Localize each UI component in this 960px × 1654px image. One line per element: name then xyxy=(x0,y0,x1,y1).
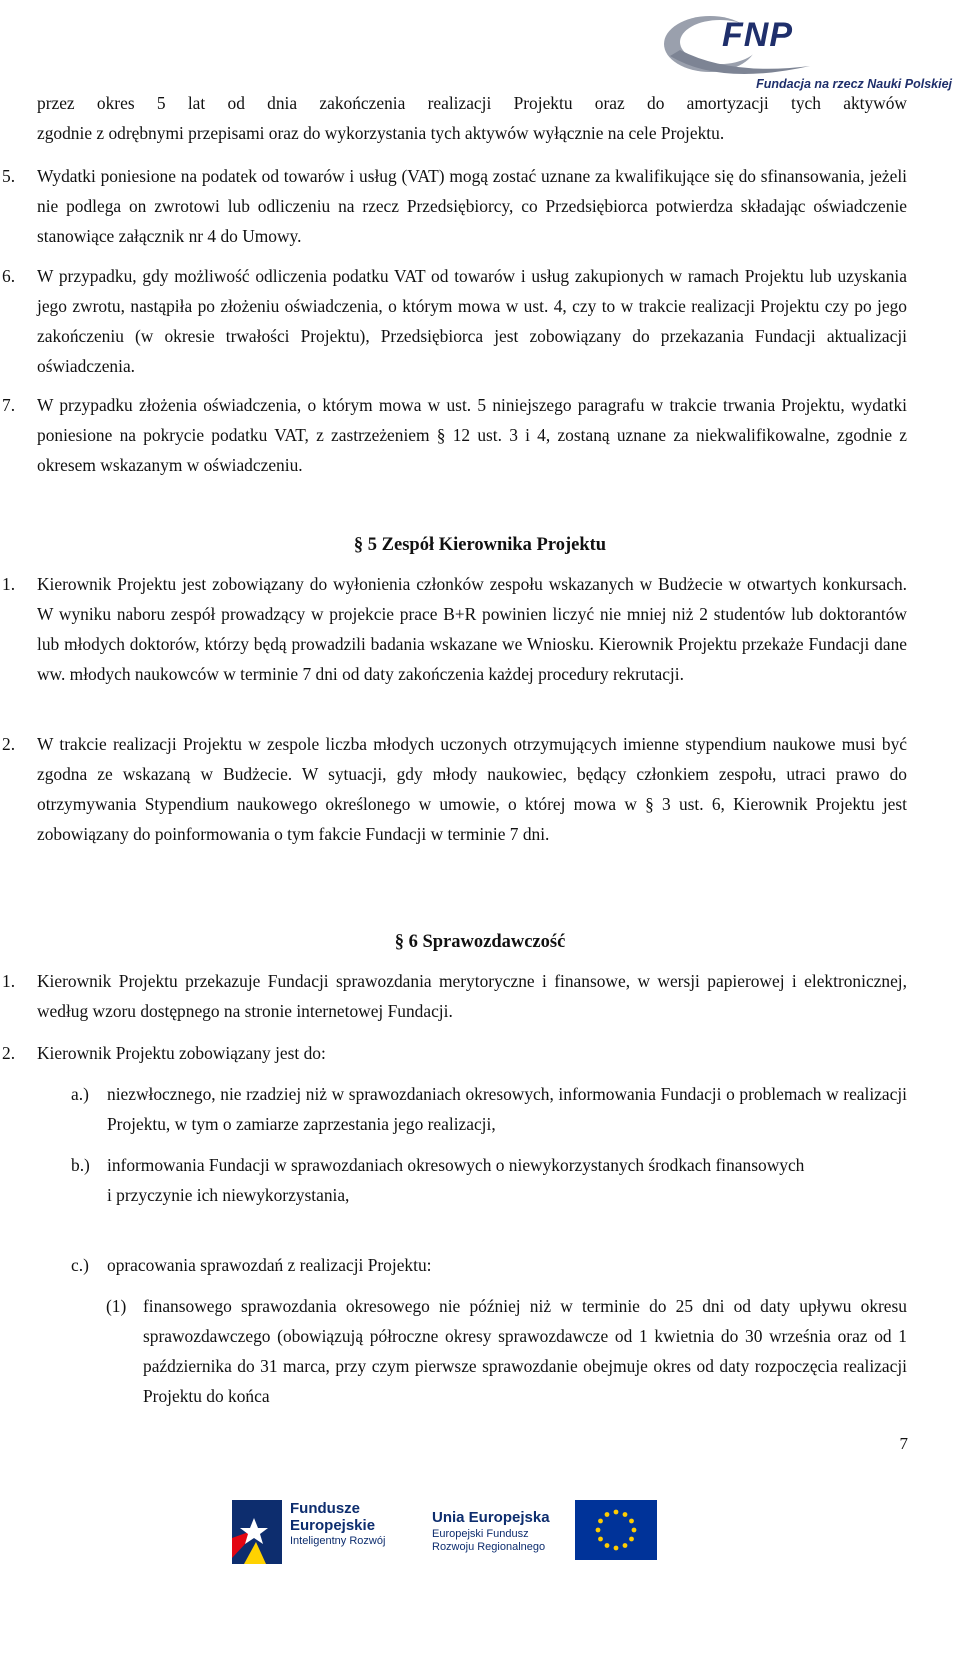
page-number: 7 xyxy=(899,1434,908,1453)
paragraph-number: 2. xyxy=(2,734,16,754)
paragraph-number: 1. xyxy=(2,971,16,991)
fe-text xyxy=(290,1500,385,1548)
paragraph-6 xyxy=(2,261,907,381)
intro-line-2: zgodnie z odrębnymi przepisami oraz do wykorzystania tych aktywów wyłącznie na cele Projektu. xyxy=(37,123,725,143)
list-text-line-2: i przyczynie ich niewykorzystania, xyxy=(107,1185,350,1205)
fnp-subtitle: Fundacja na rzecz Nauki Polskiej xyxy=(756,77,952,91)
eu-flag-icon xyxy=(575,1500,657,1560)
paragraph-text: Kierownik Projektu jest zobowiązany do wyłonienia członków zespołu wskazanych w Budżecie w otwartych konkursach. W wyniku naboru zespół prowadzący w projekcie prace B+R powinien liczyć nie mniej niż 2 studentów lub doktorantów lub młodych doktorów, którzy będą prowadzili badania wskazane we Wniosku. Kierownik Projektu przekaże Fundacji dane ww. młodych naukowców w terminie 7 dni od daty zakończenia każdej procedury rekrutacji. xyxy=(37,574,907,684)
list-text: finansowego sprawozdania okresowego nie później niż w terminie do 25 dni od daty upływu okresu sprawozdawczego (obowiązują półroczne okresy sprawozdawcze od 1 kwietnia do 30 września oraz od 1 października do 31 marca, przy czym pierwsze sprawozdanie obejmuje okres od daty rozpoczęcia realizacji Projektu do końca xyxy=(143,1296,907,1406)
paragraph-text: Wydatki poniesione na podatek od towarów i usług (VAT) mogą zostać uznane za kwalifikujące się do sfinansowania, jeżeli nie podlega on zwrotowi lub odliczeniu na rzecz Przedsiębiorcy, co Przedsiębiorca potwierdza składając oświadczenie stanowiące załącznik nr 4 do Umowy. xyxy=(37,166,907,246)
paragraph-5 xyxy=(2,161,907,251)
section-heading-6: § 6 Sprawozdawczość xyxy=(394,932,566,952)
unia-europejska-logo xyxy=(432,1500,692,1570)
list-label: (1) xyxy=(106,1296,127,1316)
list-item-b xyxy=(71,1150,907,1210)
list-text: opracowania sprawozdań z realizacji Projektu: xyxy=(107,1255,432,1275)
paragraph-number: 6. xyxy=(2,266,16,286)
paragraph-number: 2. xyxy=(2,1043,16,1063)
intro-line-1: przez okres 5 lat od dnia zakończenia realizacji Projektu oraz do amortyzacji tych aktywów xyxy=(37,93,907,113)
fe-title-2: Europejskie xyxy=(290,1517,376,1534)
list-text-line-1: informowania Fundacji w sprawozdaniach okresowych o niewykorzystanych środkach finansowych xyxy=(107,1155,805,1175)
list-text: niezwłocznego, nie rzadziej niż w sprawozdaniach okresowych, informowania Fundacji o problemach w realizacji Projektu, w tym o zamiarze zaprzestania jego realizacji, xyxy=(107,1084,907,1134)
ue-text xyxy=(432,1508,550,1554)
fundusze-europejskie-logo xyxy=(230,1498,400,1568)
intro-text xyxy=(37,88,907,148)
fe-star-icon xyxy=(230,1498,286,1568)
fe-title-1: Fundusze xyxy=(290,1500,360,1517)
ue-subtitle-1: Europejski Fundusz xyxy=(432,1528,529,1540)
ue-title: Unia Europejska xyxy=(432,1509,550,1526)
paragraph-text: W przypadku, gdy możliwość odliczenia podatku VAT od towarów i usług zakupionych w ramach Projektu lub uzyskania jego zwrotu, nastąpiła po złożeniu oświadczenia, o którym mowa w ust. 4, czy to w trakcie realizacji Projektu czy po jego zakończeniu (w okresie trwałości Projektu), Przedsiębiorca jest zobowiązany do przekazania Fundacji aktualizacji oświadczenia. xyxy=(37,266,907,376)
footer-logos xyxy=(0,1490,960,1654)
section5-paragraph-2 xyxy=(2,729,907,849)
paragraph-text: W trakcie realizacji Projektu w zespole liczba młodych uczonych otrzymujących imienne stypendium naukowe musi być zgodna ze wskazaną w Budżecie. W sytuacji, gdy młody naukowiec, będący członkiem zespołu, utraci prawo do otrzymywania Stypendium naukowego określonego w umowie, o której mowa w § 3 ust. 6, Kierownik Projektu jest zobowiązany do poinformowania o tym fakcie Fundacji w terminie 7 dni. xyxy=(37,734,907,844)
paragraph-7 xyxy=(2,390,907,480)
list-label: c.) xyxy=(71,1255,89,1275)
ue-subtitle-2: Rozwoju Regionalnego xyxy=(432,1541,546,1553)
fnp-logo xyxy=(660,6,956,94)
section6-paragraph-1 xyxy=(2,966,907,1026)
list-item-c xyxy=(71,1250,907,1280)
paragraph-text: W przypadku złożenia oświadczenia, o którym mowa w ust. 5 niniejszego paragrafu w trakcie trwania Projektu, wydatki poniesione na pokrycie podatku VAT, z zastrzeżeniem § 12 ust. 3 i 4, zostaną uznane za niekwalifikowalne, zgodnie z okresem wskazanym w oświadczeniu. xyxy=(37,395,907,475)
paragraph-number: 7. xyxy=(2,395,16,415)
paragraph-text: Kierownik Projektu zobowiązany jest do: xyxy=(37,1043,326,1063)
fe-subtitle: Inteligentny Rozwój xyxy=(290,1535,386,1547)
list-label: b.) xyxy=(71,1155,90,1175)
paragraph-text: Kierownik Projektu przekazuje Fundacji sprawozdania merytoryczne i finansowe, w wersji papierowej i elektronicznej, według wzoru dostępnego na stronie internetowej Fundacji. xyxy=(37,971,907,1021)
fnp-letters: FNP xyxy=(722,16,793,54)
section-heading-5: § 5 Zespół Kierownika Projektu xyxy=(353,535,607,555)
list-item-c1 xyxy=(106,1291,907,1411)
list-label: a.) xyxy=(71,1084,89,1104)
section5-paragraph-1 xyxy=(2,569,907,689)
paragraph-number: 1. xyxy=(2,574,16,594)
list-item-a xyxy=(71,1079,907,1139)
section6-paragraph-2 xyxy=(2,1038,907,1068)
paragraph-number: 5. xyxy=(2,166,16,186)
